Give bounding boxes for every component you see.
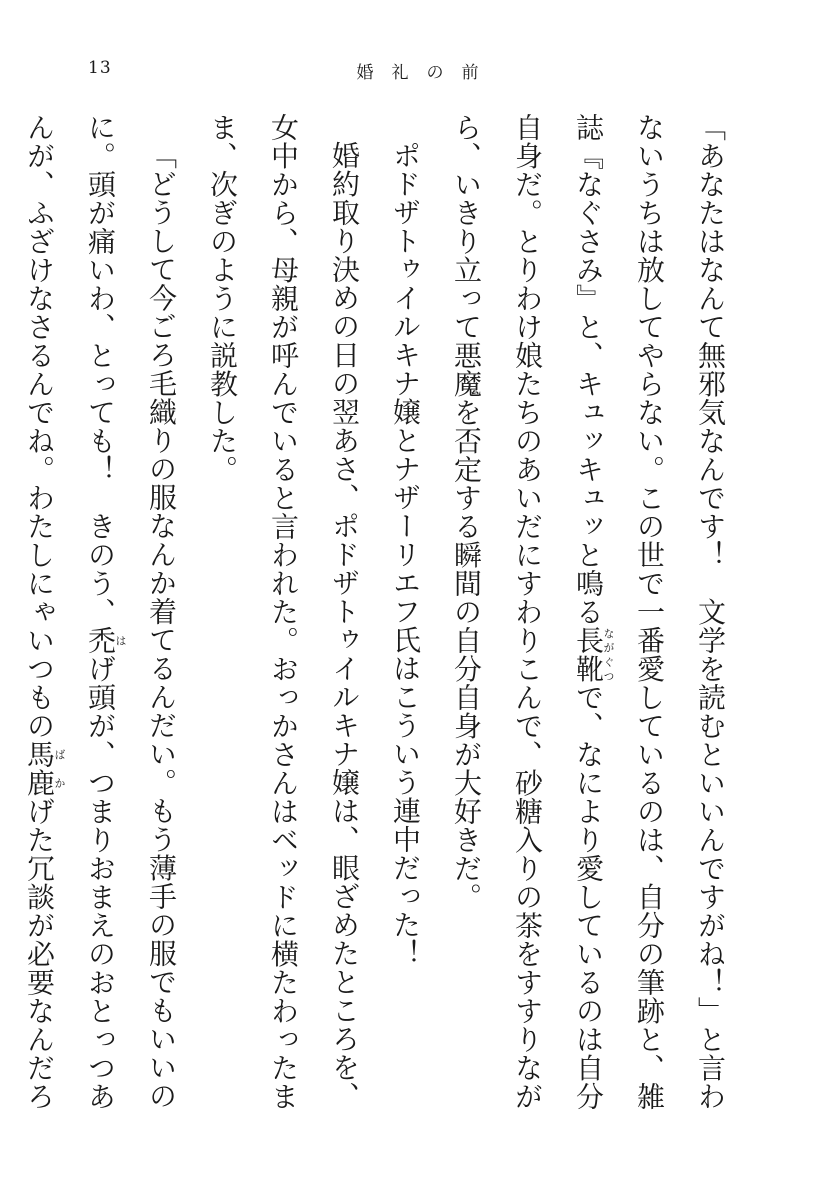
body-text — [23, 113, 741, 1125]
ruby-annotation: 禿は — [84, 626, 127, 655]
text-run: 「どうして今ごろ毛織りの服なんか着てるんだい。もう薄手の服でもいいのに。頭が痛いわ、とっても！ きのう、 — [84, 113, 178, 1110]
text-run: げ頭が、つまりおまえのおとっつあんが、ふざけなさるんでね。わたしにゃいつもの — [23, 113, 117, 1111]
text-run: 婚約取り決めの日の翌あさ、ポドザトゥイルキナ嬢は、眼ざめたところを、女中から、母親が呼んでいると言われた。おっかさんはベッドに横たわったまま、次ぎのように説教した。 — [206, 113, 361, 1111]
ruby-annotation: 長靴ながぐつ — [572, 626, 615, 683]
text-run: ポドザトゥイルキナ嬢とナザーリエフ氏はこういう連中だった！ — [389, 141, 422, 968]
text-run: げた冗談が必要なんだろ — [23, 797, 56, 1111]
paragraph — [0, 113, 192, 1125]
paragraph — [375, 113, 436, 1125]
ruby-annotation: 馬鹿ばか — [23, 740, 66, 797]
text-run: 「あなたはなんて無邪気なんです！ 文学を読むといいんですがね！」と言わないうちは放してやらない。この世で一番愛しているのは、自分の筆跡と、雑誌『なぐさみ』と、キュッキュッと鳴る — [572, 113, 727, 1111]
paragraph — [192, 113, 375, 1125]
paragraph — [436, 113, 741, 1125]
page-number: 13 — [88, 58, 112, 78]
text-run: で、なにより愛しているのは自分自身だ。とりわけ娘たちのあいだにすわりこんで、砂糖入りの茶をすすりながら、いきり立って悪魔を否定する瞬間の自分自身が大好きだ。 — [450, 113, 605, 1111]
running-header: 婚礼の前 — [356, 63, 497, 83]
